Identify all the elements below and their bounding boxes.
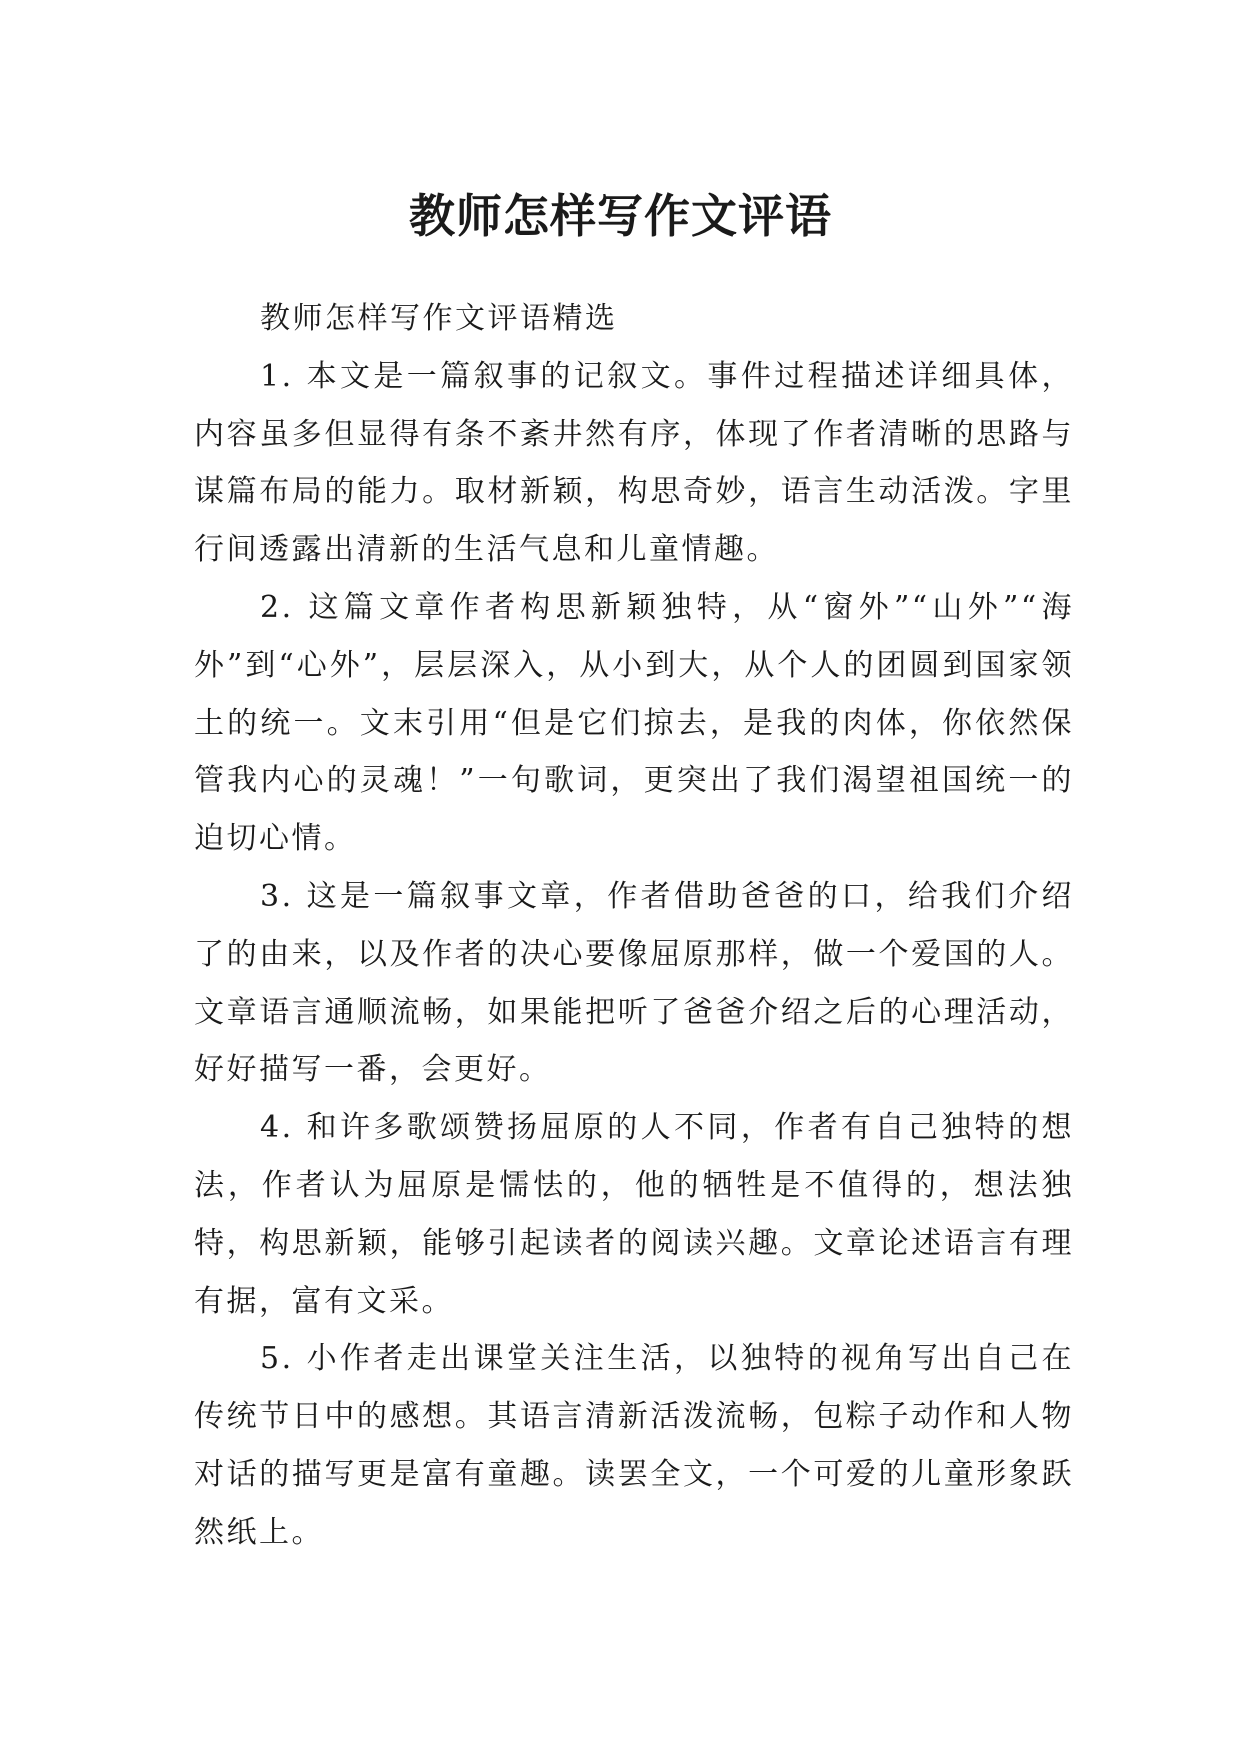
paragraph-4: 4. 和许多歌颂赞扬屈原的人不同，作者有自己独特的想法，作者认为屈原是懦怯的，他的牺牲是不值得的，想法独特，构思新颖，能够引起读者的阅读兴趣。文章论述语言有理有据，富有文采。 [194, 1110, 1074, 1319]
section-heading: 教师怎样写作文评语精选 [260, 301, 618, 336]
document-body [194, 290, 1074, 1562]
paragraph-5: 5. 小作者走出课堂关注生活，以独特的视角写出自己在传统节日中的感想。其语言清新活泼流畅，包粽子动作和人物对话的描写更是富有童趣。读罢全文，一个可爱的儿童形象跃然纸上。 [194, 1341, 1074, 1550]
document-title: 教师怎样写作文评语 [409, 188, 832, 243]
paragraph-3: 3. 这是一篇叙事文章，作者借助爸爸的口，给我们介绍了的由来，以及作者的决心要像屈原那样，做一个爱国的人。文章语言通顺流畅，如果能把听了爸爸介绍之后的心理活动，好好描写一番，会更好。 [194, 878, 1074, 1088]
paragraph-2: 2. 这篇文章作者构思新颖独特，从“窗外”“山外”“海外”到“心外”，层层深入，从小到大，从个人的团圆到国家领土的统一。文末引用“但是它们掠去，是我的肉体，你依然保管我内心的灵魂！”一句歌词，更突出了我们渴望祖国统一的迫切心情。 [194, 589, 1074, 857]
paragraph-1: 1. 本文是一篇叙事的记叙文。事件过程描述详细具体，内容虽多但显得有条不紊井然有序，体现了作者清晰的思路与谋篇布局的能力。取材新颖，构思奇妙，语言生动活泼。字里行间透露出清新的生活气息和儿童情趣。 [194, 358, 1074, 568]
